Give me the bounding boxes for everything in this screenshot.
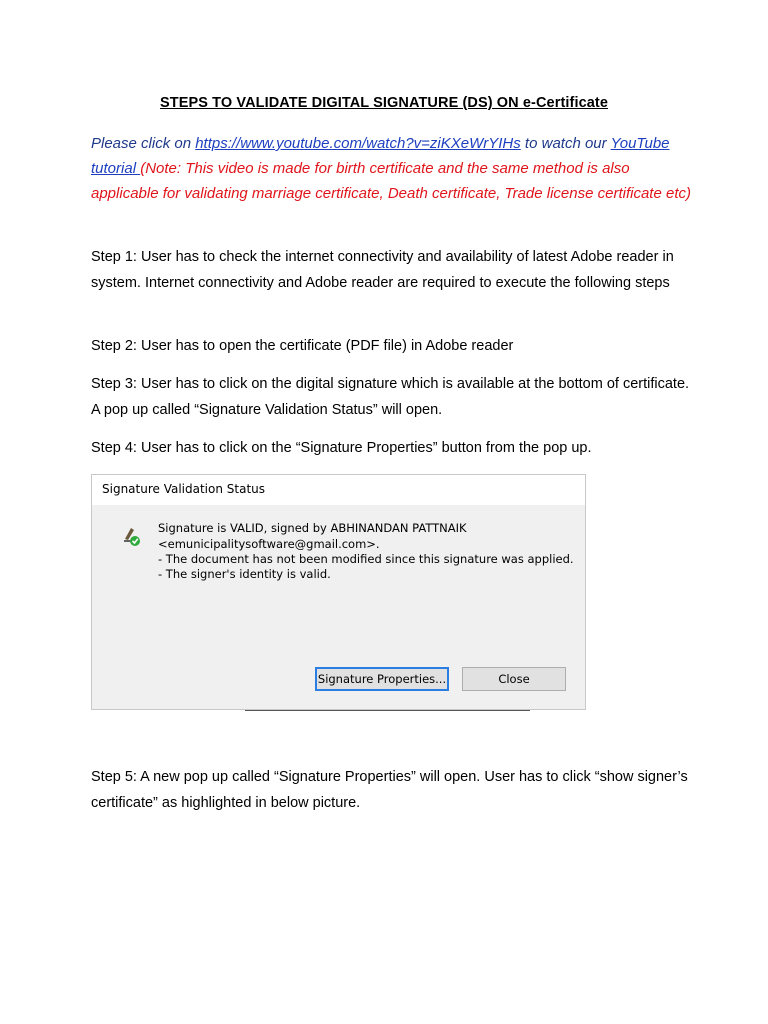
valid-signature-icon: [122, 525, 142, 547]
document-title: STEPS TO VALIDATE DIGITAL SIGNATURE (DS) ON e-Certificate: [160, 95, 608, 111]
step-5: Step 5: A new pop up called “Signature Properties” will open. User has to click “show signer’s certificate” as highlighted in below picture.: [91, 769, 688, 811]
intro-note: (Note: This video is made for birth certificate and the same method is also applicable for validating marriage certificate, Death certificate, Trade license certificate etc): [91, 160, 691, 202]
dialog-valid-status: Signature is VALID, signed by ABHINANDAN PATTNAIK: [158, 521, 467, 535]
signature-validation-dialog: [91, 474, 586, 710]
dialog-title: Signature Validation Status: [102, 482, 266, 496]
dialog-not-modified: - The document has not been modified since this signature was applied.: [158, 552, 574, 566]
close-button[interactable]: Close: [462, 667, 566, 691]
step-2: Step 2: User has to open the certificate (PDF file) in Adobe reader: [91, 338, 514, 354]
step-4: Step 4: User has to click on the “Signature Properties” button from the pop up.: [91, 440, 592, 456]
dialog-identity-valid: - The signer's identity is valid.: [158, 567, 331, 581]
youtube-url-link[interactable]: https://www.youtube.com/watch?v=ziKXeWrYIHs: [195, 135, 521, 152]
intro-prefix: Please click on: [91, 135, 196, 152]
step-3: Step 3: User has to click on the digital signature which is available at the bottom of certificate. A pop up called “Signature Validation Status” will open.: [91, 376, 690, 418]
step-1: Step 1: User has to check the internet connectivity and availability of latest Adobe reader in system. Internet connectivity and Adobe reader are required to execute the following steps: [91, 249, 674, 291]
intro-middle: to watch our: [520, 135, 607, 152]
signature-properties-button[interactable]: Signature Properties...: [315, 667, 449, 691]
intro-paragraph: [91, 131, 691, 206]
dialog-titlebar: [92, 475, 585, 505]
youtube-tutorial-link[interactable]: YouTube tutorial: [91, 135, 670, 177]
dialog-signer-email: <emunicipalitysoftware@gmail.com>.: [158, 537, 380, 551]
